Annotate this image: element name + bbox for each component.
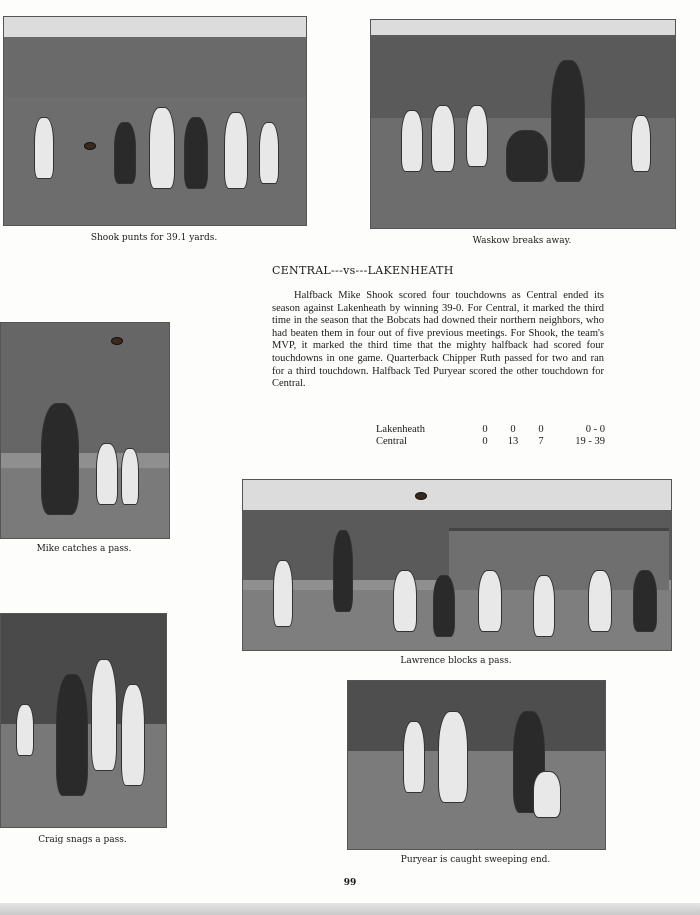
score-total: 0: [599, 424, 605, 435]
score-q4: 19: [575, 436, 586, 447]
photo-lawrence-blocks: [242, 479, 672, 651]
score-q3: 0: [538, 424, 544, 435]
caption-waskow-breaks-away: Waskow breaks away.: [472, 236, 572, 246]
score-q1: 0: [482, 436, 488, 447]
score-q4: 0: [585, 424, 591, 435]
score-q1: 0: [482, 424, 488, 435]
photo-mike-catches: [0, 322, 170, 539]
score-row: [376, 436, 605, 448]
caption-shook-punts: Shook punts for 39.1 yards.: [90, 233, 218, 243]
photo-shook-punts: [3, 16, 307, 226]
photo-puryear-caught: [347, 680, 606, 850]
score-team: Central: [376, 436, 407, 447]
article-body: Halfback Mike Shook scored four touchdowns as Central ended its season against Lakenheath by winning 39-0. For Central, it marked the third time in the season that the Bobcats had downed their northern neighbors, who had beaten them in four out of five previous meetings. For Shook, the team's MVP, it marked the third time that the mighty halfback had scored four touchdowns in one game. Quarterback Chipper Ruth passed for two and ran for a third touchdown. Halfback Ted Puryear scored the other touchdown for Central.: [272, 290, 604, 390]
score-table: [376, 424, 605, 448]
score-q4-total: 0 - 0: [585, 424, 605, 435]
photo-waskow-breaks-away: [370, 19, 676, 229]
score-q2: 0: [510, 424, 516, 435]
score-team: Lakenheath: [376, 424, 425, 435]
caption-puryear-caught: Puryear is caught sweeping end.: [400, 855, 551, 865]
article-title: CENTRAL---vs---LAKENHEATH: [272, 264, 454, 277]
page-edge: [0, 903, 700, 915]
caption-mike-catches: Mike catches a pass.: [36, 544, 132, 554]
score-q4-total: 19 - 39: [575, 436, 605, 447]
caption-lawrence-blocks: Lawrence blocks a pass.: [400, 656, 512, 666]
caption-craig-snags: Craig snags a pass.: [38, 835, 127, 845]
photo-craig-snags: [0, 613, 167, 828]
score-row: [376, 424, 605, 436]
score-q2: 13: [507, 436, 519, 447]
page-number: 99: [343, 878, 357, 888]
score-q3: 7: [538, 436, 544, 447]
score-total: 39: [594, 436, 605, 447]
